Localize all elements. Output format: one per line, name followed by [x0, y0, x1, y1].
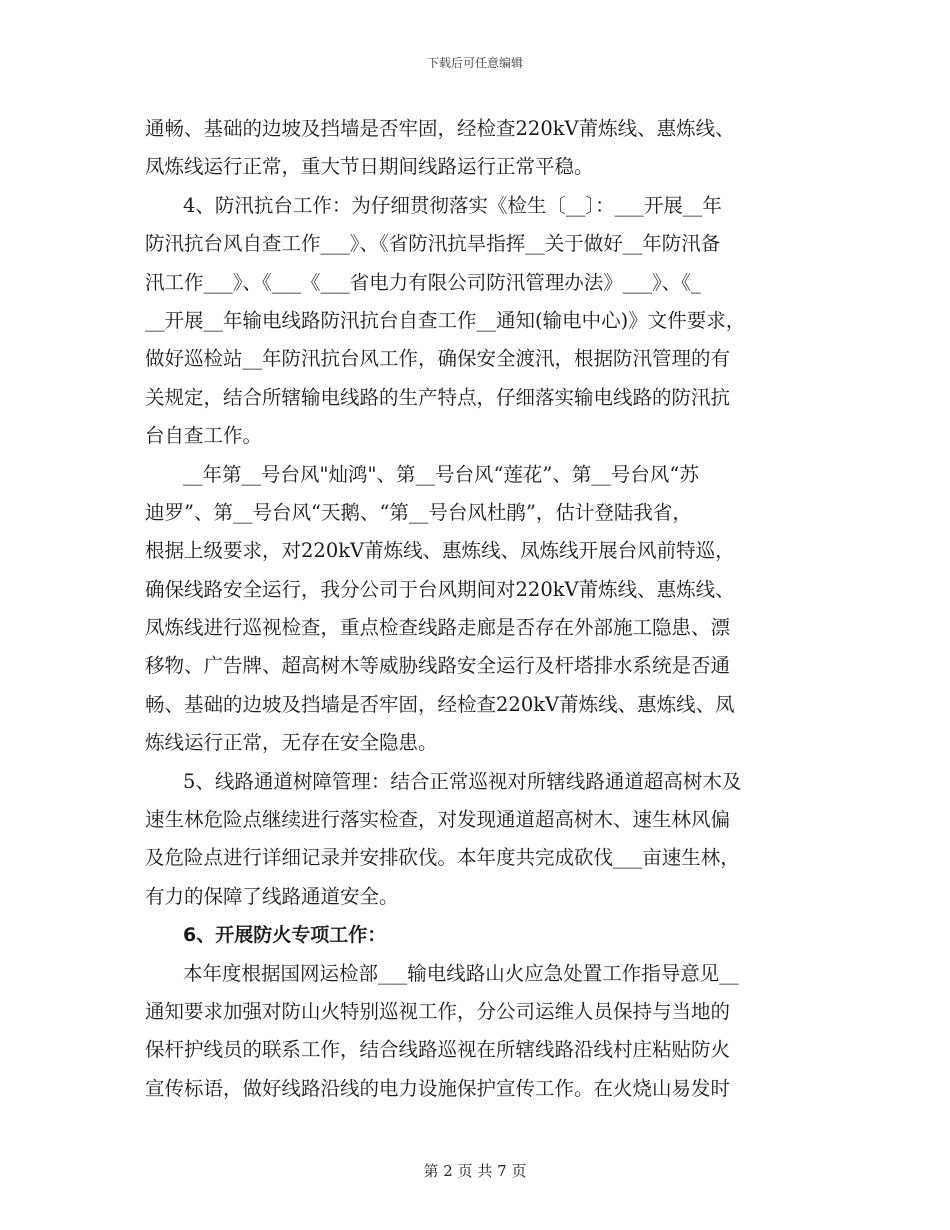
- text-line: 4、防汛抗台工作：为仔细贯彻落实《检生〔__〕：___开展__年: [183, 193, 722, 217]
- text-line: 凤炼线进行巡视检查，重点检查线路走廊是否存在外部施工隐患、漂: [145, 616, 731, 640]
- text-line: 炼线运行正常，无存在安全隐患。: [145, 731, 438, 755]
- text-line: 本年度根据国网运检部___输电线路山火应急处置工作指导意见__: [183, 961, 739, 985]
- text-line: 宣传标语，做好线路沿线的电力设施保护宣传工作。在火烧山易发时: [145, 1076, 731, 1100]
- text-line: 确保线路安全运行，我分公司于台风期间对220kV莆炼线、惠炼线、: [145, 577, 735, 601]
- page-number-footer: 第 2 页 共 7 页: [423, 1162, 527, 1180]
- text-line: 做好巡检站__年防汛抗台风工作，确保安全渡汛，根据防汛管理的有: [145, 347, 731, 371]
- text-line: 关规定，结合所辖输电线路的生产特点，仔细落实输电线路的防汛抗: [145, 385, 731, 409]
- text-line: __开展__年输电线路防汛抗台自查工作__通知(输电中心)》文件要求，: [145, 308, 746, 332]
- text-line: 通畅、基础的边坡及挡墙是否牢固，经检查220kV莆炼线、惠炼线、: [145, 117, 735, 140]
- text-line: 及危险点进行详细记录并安排砍伐。本年度共完成砍伐___亩速生林，: [145, 846, 740, 870]
- text-line: 畅、基础的边坡及挡墙是否牢固，经检查220kV莆炼线、惠炼线、凤: [145, 692, 735, 716]
- text-line: 凤炼线运行正常，重大节日期间线路运行正常平稳。: [145, 155, 594, 179]
- text-line: 迪罗”、第__号台风“天鹅、“第__号台风杜鹃”，估计登陆我省，: [145, 500, 692, 524]
- text-line: 有力的保障了线路通道安全。: [145, 884, 399, 908]
- text-line: 5、线路通道树障管理：结合正常巡视对所辖线路通道超高树木及: [183, 769, 742, 793]
- document-body: [145, 110, 805, 1108]
- text-line: 速生林危险点继续进行落实检查，对发现通道超高树木、速生林风偏: [145, 808, 731, 832]
- text-line: 根据上级要求，对220kV莆炼线、惠炼线、凤炼线开展台风前特巡，: [145, 539, 735, 563]
- page-header-note: 下载后可任意编辑: [426, 56, 523, 70]
- text-line: 防汛抗台风自查工作___》、《省防汛抗旱指挥__关于做好__年防汛备: [145, 232, 721, 256]
- text-line: 台自查工作。: [145, 424, 263, 448]
- text-line: 汛工作___》、《___《___省电力有限公司防汛管理办法》___》、《_: [145, 270, 701, 294]
- text-line: 移物、广告牌、超高树木等威胁线路安全运行及杆塔排水系统是否通: [145, 654, 731, 678]
- text-line: 保杆护线员的联系工作，结合线路巡视在所辖线路沿线村庄粘贴防火: [145, 1038, 731, 1062]
- text-line: 通知要求加强对防山火特别巡视工作，分公司运维人员保持与当地的: [145, 999, 731, 1023]
- text-line: __年第__号台风"灿鸿"、第__号台风“莲花”、第__号台风“苏: [183, 462, 699, 486]
- section-heading: 6、开展防火专项工作：: [183, 924, 387, 947]
